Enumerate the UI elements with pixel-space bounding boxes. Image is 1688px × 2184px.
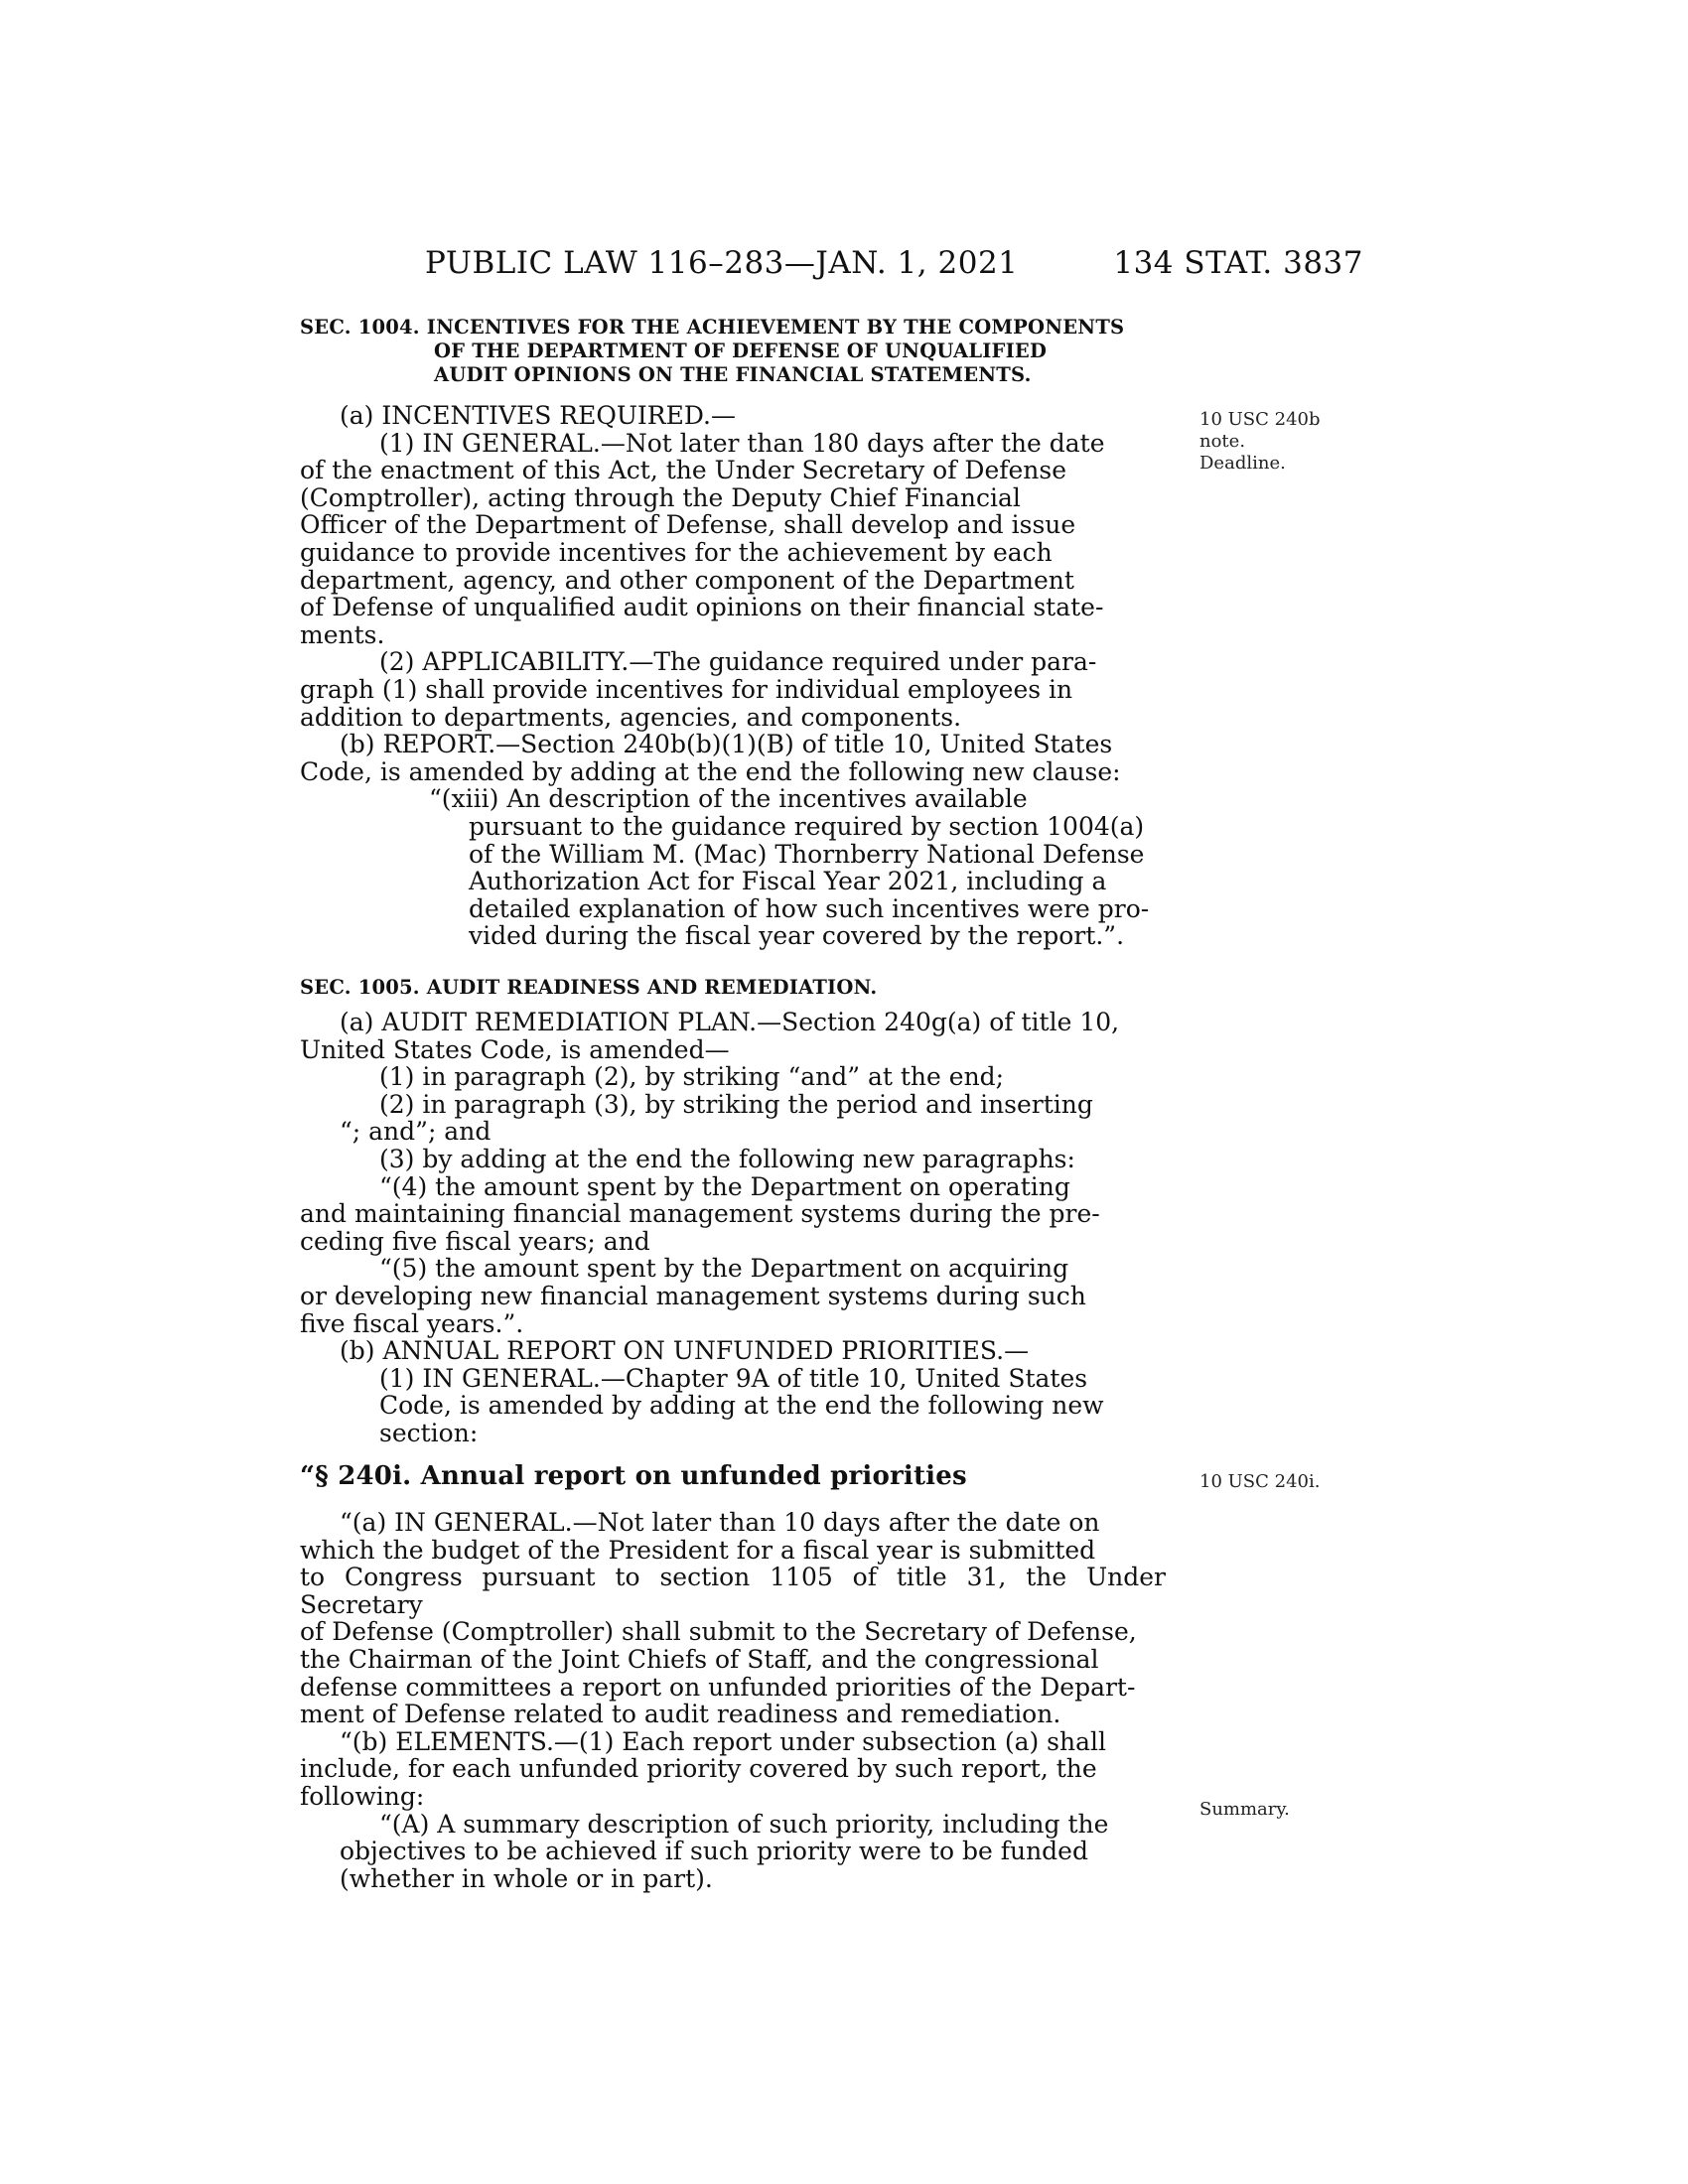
s240i-a-l6: defense committees a report on unfunded priorities of the Depart- (300, 1672, 1136, 1702)
s1005-b1-l2: Code, is amended by adding at the end the following new (379, 1391, 1104, 1421)
s240i-bA-l1: “(A) A summary description of such priority, including the (379, 1809, 1109, 1839)
s1005-b: (b) ANNUAL REPORT ON UNFUNDED PRIORITIES.— (340, 1336, 1030, 1366)
s240i-a-l1: “(a) IN GENERAL.—Not later than 10 days after the date on (340, 1508, 1100, 1537)
s1005-a2-l1: (2) in paragraph (3), by striking the period and inserting (379, 1089, 1093, 1119)
s1005-b1-l3: section: (379, 1418, 479, 1447)
para-a1-l6: department, agency, and other component of the Department (300, 565, 1074, 595)
s240i-a-l7: ment of Defense related to audit readiness and remediation. (300, 1700, 1061, 1729)
s1005-a1: (1) in paragraph (2), by striking “and” at the end; (379, 1062, 1005, 1092)
para-a1-l7: of Defense of unqualified audit opinions on their financial state- (300, 593, 1104, 622)
s240i-bA-l2: objectives to be achieved if such priority were to be funded (340, 1837, 1088, 1866)
para-a1-l8: ments. (300, 619, 385, 649)
s240i-a-l5: the Chairman of the Joint Chiefs of Staff, and the congressional (300, 1644, 1099, 1674)
para-a2-l1: (2) APPLICABILITY.—The guidance required under para- (379, 647, 1097, 677)
s1005-a-l2: United States Code, is amended— (300, 1034, 730, 1064)
sidenote-summary: Summary. (1199, 1799, 1290, 1820)
s1005-a2-l2: “; and”; and (340, 1117, 492, 1147)
para-b-l2: Code, is amended by adding at the end the following new clause: (300, 756, 1121, 786)
s1005-q4-l1: “(4) the amount spent by the Department on operating (379, 1171, 1070, 1201)
para-a1-l4: Officer of the Department of Defense, shall develop and issue (300, 510, 1076, 540)
sec-240i-heading: “§ 240i. Annual report on unfunded priorities (300, 1461, 967, 1491)
s240i-a-l2: which the budget of the President for a fiscal year is submitted (300, 1535, 1096, 1565)
running-head: PUBLIC LAW 116–283—JAN. 1, 2021 (425, 245, 1019, 281)
clause-xiii-l6: vided during the fiscal year covered by the report.”. (469, 921, 1125, 951)
para-a1-l1: (1) IN GENERAL.—Not later than 180 days after the date (379, 428, 1105, 458)
para-a2-l3: addition to departments, agencies, and components. (300, 702, 962, 732)
clause-xiii-l5: detailed explanation of how such incentives were pro- (469, 893, 1150, 923)
clause-xiii-l2: pursuant to the guidance required by section 1004(a) (469, 811, 1145, 841)
s1005-a-l1: (a) AUDIT REMEDIATION PLAN.—Section 240g(a) of title 10, (340, 1008, 1120, 1036)
s240i-bA-l3: (whether in whole or in part). (340, 1863, 713, 1893)
s240i-a-l4: of Defense (Comptroller) shall submit to the Secretary of Defense, (300, 1617, 1137, 1647)
clause-xiii-l1: “(xiii) An description of the incentives available (429, 784, 1028, 814)
subsection-a-heading: (a) INCENTIVES REQUIRED.— (340, 401, 736, 430)
para-a2-l2: graph (1) shall provide incentives for individual employees in (300, 674, 1073, 704)
page-number: 134 STAT. 3837 (1113, 245, 1363, 281)
para-a1-l3: (Comptroller), acting through the Deputy Chief Financial (300, 482, 1021, 512)
heading-line: SEC. 1004. INCENTIVES FOR THE ACHIEVEMENT BY THE COMPONENTS (300, 316, 1125, 339)
para-b-l1: (b) REPORT.—Section 240b(b)(1)(B) of title 10, United States (340, 730, 1113, 759)
heading-line: OF THE DEPARTMENT OF DEFENSE OF UNQUALIFIED (434, 340, 1048, 362)
sec-1004-heading (300, 316, 1166, 387)
s1005-b1-l1: (1) IN GENERAL.—Chapter 9A of title 10, United States (379, 1363, 1088, 1393)
s1005-q5-l1: “(5) the amount spent by the Department on acquiring (379, 1254, 1069, 1284)
sec-1004-body (300, 402, 1166, 950)
s240i-a-l3: to Congress pursuant to section 1105 of title 31, the Under Secretary (300, 1563, 1166, 1619)
s1005-q4-l3: ceding five fiscal years; and (300, 1226, 650, 1256)
s1005-q5-l3: five fiscal years.”. (300, 1308, 524, 1338)
s1005-q5-l2: or developing new financial management systems during such (300, 1281, 1086, 1310)
s1005-q4-l2: and maintaining financial management systems during the pre- (300, 1199, 1100, 1229)
s240i-b-l1: “(b) ELEMENTS.—(1) Each report under subsection (a) shall (340, 1726, 1107, 1756)
sec-240i-body (300, 1509, 1166, 1892)
s240i-b-l2: include, for each unfunded priority covered by such report, the (300, 1754, 1097, 1784)
sec-1005-body (300, 1009, 1166, 1447)
sec-1005-heading: SEC. 1005. AUDIT READINESS AND REMEDIATION. (300, 976, 878, 999)
para-a1-l5: guidance to provide incentives for the achievement by each (300, 537, 1053, 567)
s1005-a3: (3) by adding at the end the following new paragraphs: (379, 1144, 1075, 1173)
clause-xiii-l3: of the William M. (Mac) Thornberry National Defense (469, 839, 1145, 869)
s240i-b-l3: following: (300, 1781, 425, 1811)
para-a1-l2: of the enactment of this Act, the Under Secretary of Defense (300, 456, 1067, 485)
heading-line: AUDIT OPINIONS ON THE FINANCIAL STATEMENTS. (434, 363, 1032, 386)
sidenote-10-usc-240i: 10 USC 240i. (1199, 1471, 1321, 1492)
clause-xiii-l4: Authorization Act for Fiscal Year 2021, including a (469, 867, 1107, 896)
sidenote-10-usc-240b: 10 USC 240b note. Deadline. (1199, 409, 1321, 474)
page-header (425, 245, 1418, 289)
